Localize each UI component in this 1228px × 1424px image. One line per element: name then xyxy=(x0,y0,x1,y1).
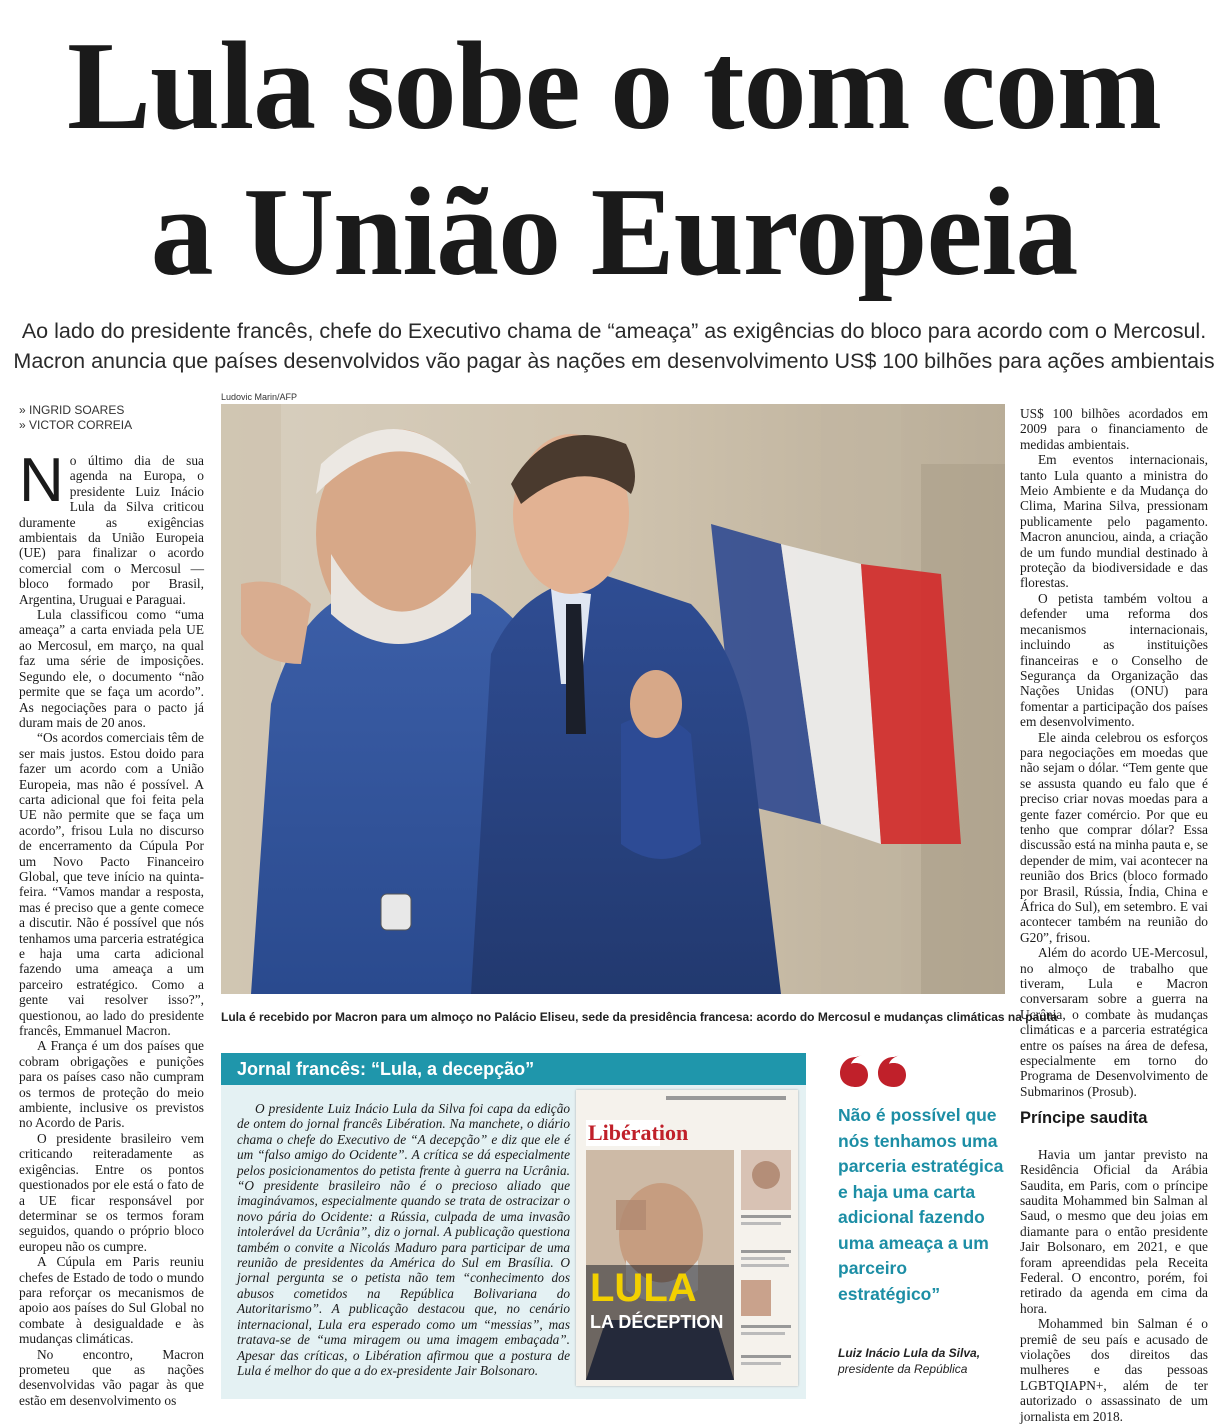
article-paragraph: A Cúpula em Paris reuniu chefes de Estado de todo o mundo para reforçar os mecanismos de apoio aos países do Sul Global no combate à desigualdade e às mudanças climáticas. xyxy=(19,1254,204,1347)
article-paragraph: US$ 100 bilhões acordados em 2009 para o financiamento de medidas ambientais. xyxy=(1020,406,1208,452)
newspaper-cover-image xyxy=(576,1090,798,1386)
sidebar-title: Jornal francês: “Lula, a decepção” xyxy=(237,1059,535,1079)
drop-cap: N xyxy=(19,446,64,515)
cover-headline-sub: LA DÉCEPTION xyxy=(590,1312,724,1332)
article-paragraph: Havia um jantar previsto na Residência Oficial da Arábia Saudita, em Paris, com o príncipe saudita Mohammed bin Salman al Saud, o mesmo que deu joias em diamante para o então presidente Jair Bolsonaro, em 2021, e que foram apreendidas pela Receita Federal. O encontro, porém, foi retirado da agenda em cima da hora. xyxy=(1020,1146,1208,1316)
quote-marks-icon xyxy=(838,1053,918,1093)
article-paragraph: Além do acordo UE-Mercosul, no almoço de trabalho que tiveram, Lula e Macron conversaram sobre a guerra na Ucrânia, o combate às mudanças climáticas e a parceria estratégica entre os países na área de defesa, especialmente em torno do Programa de Desenvolvimento de Submarinos (Prosub). xyxy=(1020,945,1208,1099)
main-photo xyxy=(221,404,1005,994)
byline-author-2: » VICTOR CORREIA xyxy=(19,418,133,432)
article-paragraph: A França é um dos países que cobram obrigações e punições para os países caso não cumpram os termos de proteção do meio ambiente, inclusive os previstos no Acordo de Paris. xyxy=(19,1038,204,1131)
sidebar-text xyxy=(237,1101,570,1378)
article-paragraph: Ele ainda celebrou os esforços para negociações em moedas que não sejam o dólar. “Tem gente que se assusta quando eu falo que é preciso criar novas moedas para a gente fazer comércio. Por que eu tenho que comprar dólar? Essa discussão está na minha pauta e, se depender de mim, vai acontecer na reunião dos Brics (bloco formado por Brasil, Rússia, Índia, China e África do Sul), em setembro. E vai acontecer também na reunião do G20”, frisou. xyxy=(1020,729,1208,945)
article-paragraph: O petista também voltou a defender uma reforma dos mecanismos internacionais, incluindo as instituições financeiras e o Conselho de Segurança da Organização das Nações Unidas (ONU) para fomentar a participação dos países em desenvolvimento. xyxy=(1020,590,1208,730)
byline-author-1: » INGRID SOARES xyxy=(19,403,125,417)
article-left-column xyxy=(19,446,204,1408)
section-subheading: Príncipe saudita xyxy=(1020,1109,1148,1128)
article-paragraph: No último dia de sua agenda na Europa, o presidente Luiz Inácio Lula da Silva criticou duramente as exigências ambientais da União Europeia (UE) para finalizar o acordo comercial com o Mercosul — bloco formado por Brasil, Argentina, Uruguai e Paraguai. xyxy=(19,446,204,607)
sidebar-title-bar xyxy=(221,1053,806,1085)
photo-caption: Lula é recebido por Macron para um almoço no Palácio Eliseu, sede da presidência francesa: acordo do Mercosul e mudanças climáticas na pauta xyxy=(221,1010,1058,1024)
headline-line-1: Lula sobe o tom com xyxy=(67,17,1161,156)
article-paragraph: Lula classificou como “uma ameaça” a carta enviada pela UE ao Mercosul, em março, na qual faz uma série de imposições. Segundo ele, o documento “não permite que se faça um acordo”. As negociações para o pacto já duram mais de 20 anos. xyxy=(19,607,204,730)
article-right-column xyxy=(1020,406,1208,1424)
article-paragraph: O presidente brasileiro vem criticando reiteradamente as exigências. Entre os pontos questionados por ele está o fato de a UE ficar responsável por determinar se os termos foram seguidos, quando o próprio bloco europeu não os cumpre. xyxy=(19,1130,204,1254)
headline xyxy=(0,14,1228,306)
sidebar-paragraph: O presidente Luiz Inácio Lula da Silva foi capa da edição de ontem do jornal francês Libération. Na manchete, o diário chama o chefe do Executivo de “A decepção” e diz que ele é um “falso amigo do Ocidente”. A crítica se dá especialmente pelos posicionamentos do petista frente à guerra na Ucrânia. “O presidente brasileiro não é o precioso aliado que imaginávamos, especialmente quando se trata de ostracizar o novo pária do Ocidente: a Rússia, culpada de uma invasão intolerável da Ucrânia”, diz o jornal. A publicação questiona também o convite a Nicolás Maduro para participar de uma reunião de presidentes da América do Sul em Brasília. O jornal pergunta se o petista não tem “conhecimento dos abusos cometidos na República Bolivariana do Autoritarismo”. A publicação destacou que, no cenário internacional, Lula era esperado como um “messias”, mas tratava-se de “uma miragem ou uma imagem embaçada”. Apesar das críticas, o Libération afirmou que a postura de Lula é melhor do que a do ex-presidente Jair Bolsonaro. xyxy=(237,1101,570,1378)
photo-illustration xyxy=(221,404,1005,994)
subheadline-line-2: Macron anuncia que países desenvolvidos vão pagar às nações em desenvolvimento US$ 100 bilhões para ações ambientais xyxy=(13,349,1215,373)
headline-line-2: a União Europeia xyxy=(150,163,1078,302)
article-paragraph: No encontro, Macron prometeu que as nações desenvolvidas vão pagar às que estão em desenvolvimento os xyxy=(19,1346,204,1408)
pull-quote-attribution xyxy=(838,1345,1008,1377)
article-paragraph: “Os acordos comerciais têm de ser mais justos. Estou doido para fazer um acordo com a União Europeia, mas não é possível. A carta adicional que foi feita pela UE não permite que se faça um acordo”, frisou Lula no discurso de encerramento da Cúpula Por um Novo Pacto Financeiro Global, que teve início na quinta-feira. “Vamos mandar a resposta, mas é preciso que a gente comece a discutir. Não é possível que nós tenhamos uma parceria estratégica e haja uma carta adicional fazendo uma ameaça a um parceiro estratégico. Como a gente vai resolver isso?”, questionou, ao lado do presidente francês, Emmanuel Macron. xyxy=(19,730,204,1039)
article-paragraph: Mohammed bin Salman é o premiê de seu país e acusado de violações dos direitos das mulheres e das pessoas LGBTQIAPN+, além de ter autorizado o assassinato de um jornalista em 2018. xyxy=(1020,1316,1208,1424)
pull-quote-role: presidente da República xyxy=(838,1362,968,1376)
cover-headline-big: LULA xyxy=(590,1266,697,1310)
pull-quote-text: Não é possível que nós tenhamos uma parceria estratégica e haja uma carta adicional fazendo uma ameaça a um parceiro estratégico” xyxy=(838,1105,1004,1304)
subheadline-line-1: Ao lado do presidente francês, chefe do Executivo chama de “ameaça” as exigências do bloco para acordo com o Mercosul. xyxy=(21,319,1207,343)
pull-quote-author: Luiz Inácio Lula da Silva, xyxy=(838,1346,981,1360)
cover-masthead: Libération xyxy=(588,1120,689,1145)
subheadline xyxy=(0,316,1228,376)
photo-credit: Ludovic Marin/AFP xyxy=(221,392,298,402)
article-paragraph: Em eventos internacionais, tanto Lula quanto a ministra do Meio Ambiente e da Mudança do Clima, Marina Silva, pressionam publicamente pelo pagamento. Macron anunciou, ainda, a criação de um fundo mundial destinado à proteção da biodiversidade e das florestas. xyxy=(1020,452,1208,591)
